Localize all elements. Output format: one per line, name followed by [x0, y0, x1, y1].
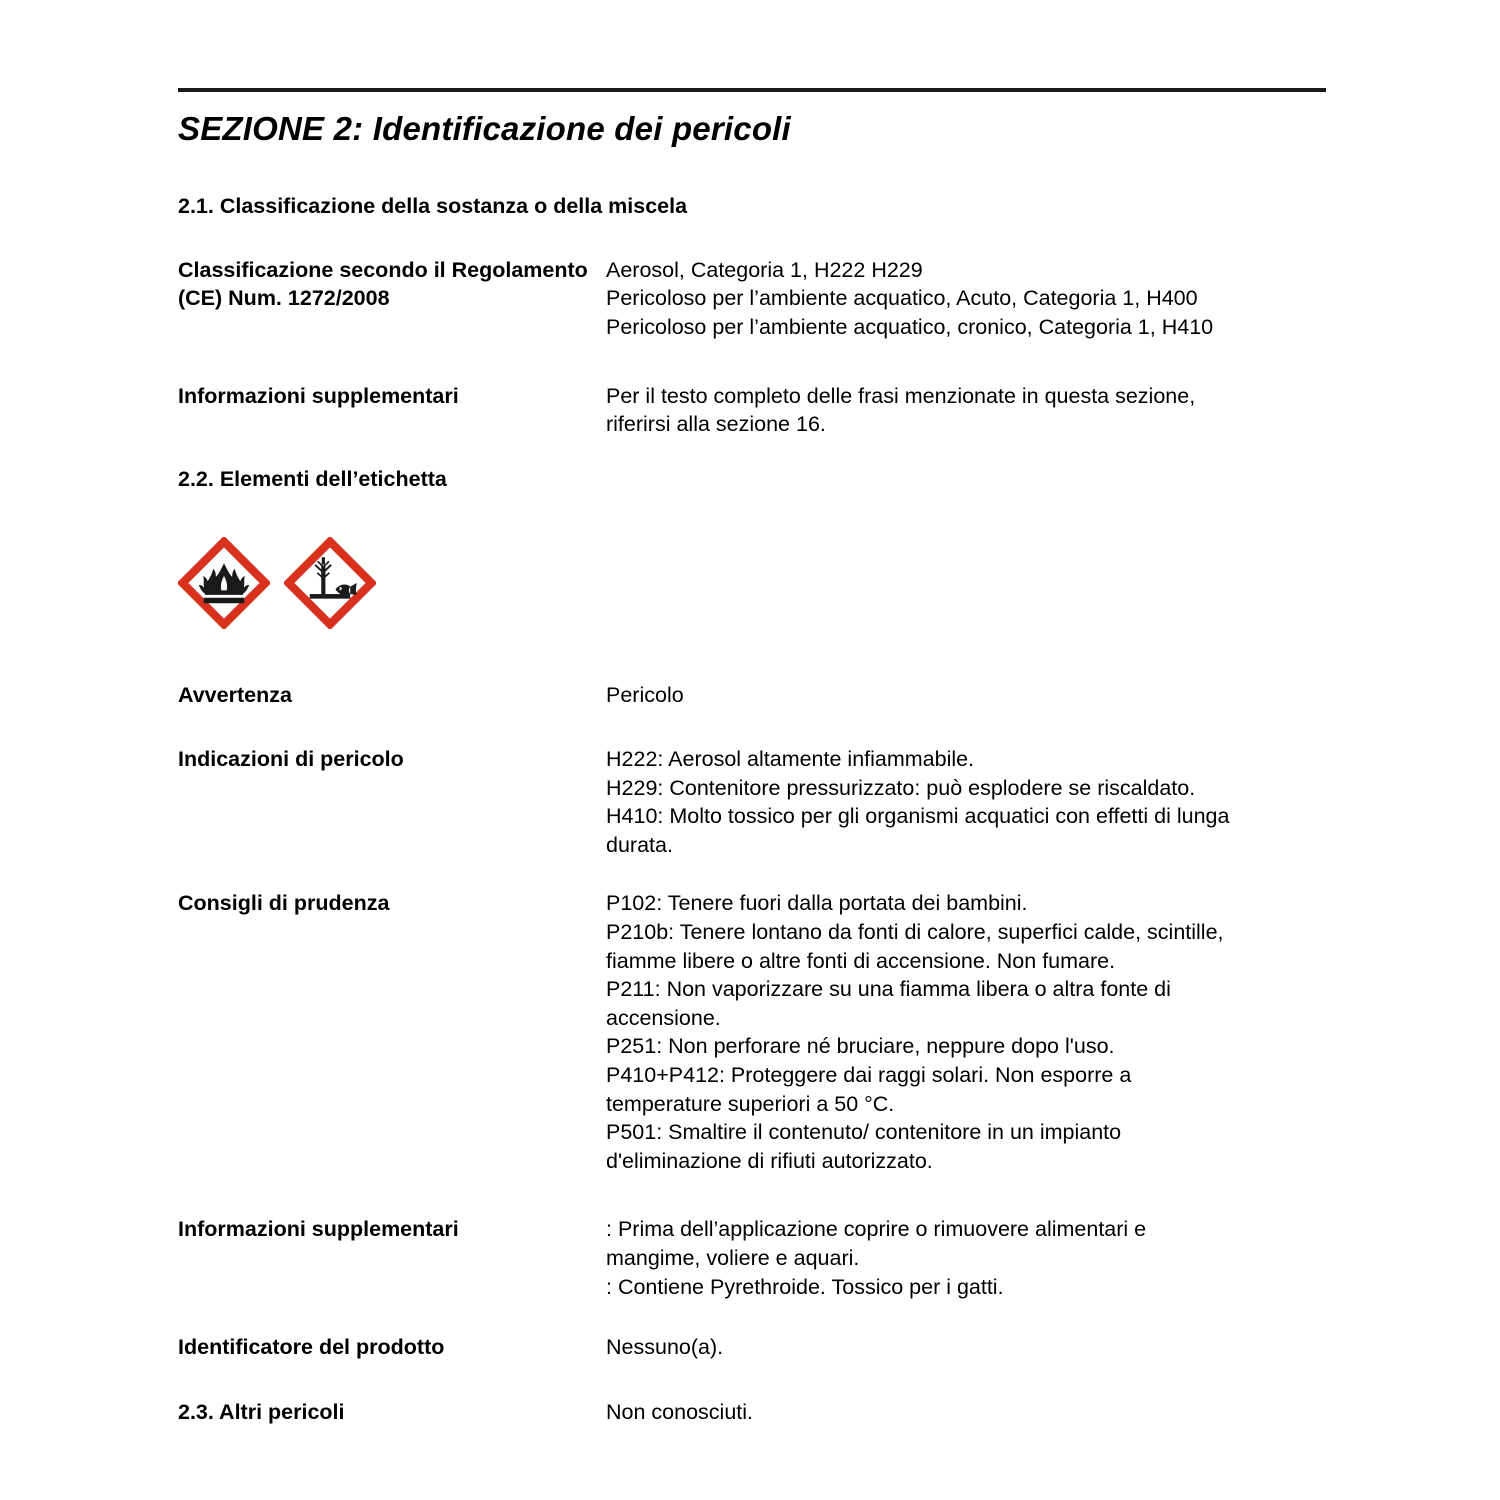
- supplementary-info-2-label: Informazioni supplementari: [178, 1217, 459, 1242]
- row-supplementary-info-2: [178, 1215, 1326, 1301]
- supplementary-info-2-line: : Contiene Pyrethroide. Tossico per i gatti.: [606, 1274, 1004, 1299]
- row-supplementary-info-1: [178, 382, 1326, 439]
- flame-pictogram: [178, 537, 270, 629]
- supplementary-info-1-line: Per il testo completo delle frasi menzionate in questa sezione,: [606, 383, 1196, 408]
- signal-word-label: Avvertenza: [178, 682, 292, 707]
- row-precautionary-statements: [178, 889, 1326, 1175]
- hazard-statements-value: [606, 745, 1326, 859]
- page-title: SEZIONE 2: Identificazione dei pericoli: [178, 110, 791, 147]
- hazard-statement-line: H222: Aerosol altamente infiammabile.: [606, 747, 975, 772]
- precautionary-statement-line: d'eliminazione di rifiuti autorizzato.: [606, 1148, 933, 1173]
- classification-label-line-1: Classificazione secondo il: [178, 257, 446, 282]
- hazard-statement-line: H410: Molto tossico per gli organismi acquatici con effetti di lunga: [606, 804, 1230, 829]
- precautionary-statement-line: temperature superiori a 50 °C.: [606, 1091, 895, 1116]
- document-content: [178, 88, 1326, 1426]
- supplementary-info-1-label: Informazioni supplementari: [178, 383, 459, 408]
- hazard-statement-line: H229: Contenitore pressurizzato: può esplodere se riscaldato.: [606, 775, 1196, 800]
- precautionary-statements-label: Consigli di prudenza: [178, 891, 390, 916]
- environment-pictogram: [284, 537, 376, 629]
- precautionary-statement-line: P102: Tenere fuori dalla portata dei bambini.: [606, 891, 1028, 916]
- product-identifier-value: Nessuno(a).: [606, 1335, 724, 1360]
- subheading-2-1: 2.1. Classificazione della sostanza o della miscela: [178, 193, 688, 218]
- precautionary-statement-line: P410+P412: Proteggere dai raggi solari. Non esporre a: [606, 1063, 1132, 1088]
- hazard-statements-label: Indicazioni di pericolo: [178, 747, 404, 772]
- precautionary-statement-line: accensione.: [606, 1005, 721, 1030]
- precautionary-statement-line: P501: Smaltire il contenuto/ contenitore in un impianto: [606, 1120, 1122, 1145]
- subheading-2-2: 2.2. Elementi dell’etichetta: [178, 466, 447, 491]
- classification-value-line: Aerosol, Categoria 1, H222 H229: [606, 257, 923, 282]
- classification-value-line: Pericoloso per l’ambiente acquatico, cronico, Categoria 1, H410: [606, 314, 1214, 339]
- row-hazard-statements: [178, 745, 1326, 859]
- classification-value-line: Pericoloso per l’ambiente acquatico, Acuto, Categoria 1, H400: [606, 286, 1198, 311]
- row-signal-word: [178, 681, 1326, 710]
- supplementary-info-1-line: riferirsi alla sezione 16.: [606, 412, 826, 437]
- precautionary-statement-line: P211: Non vaporizzare su una fiamma libera o altra fonte di: [606, 977, 1171, 1002]
- supplementary-info-2-line: : Prima dell’applicazione coprire o rimuovere alimentari e: [606, 1217, 1147, 1242]
- row-classification: [178, 256, 1326, 342]
- product-identifier-label: Identificatore del prodotto: [178, 1335, 445, 1360]
- classification-label-line-3: 1272/2008: [287, 286, 390, 311]
- classification-label-line-2: Regolamento (CE) Num.: [178, 257, 588, 311]
- section-divider-rule: [178, 88, 1326, 92]
- precautionary-statement-line: P251: Non perforare né bruciare, neppure dopo l'uso.: [606, 1034, 1115, 1059]
- precautionary-statement-line: fiamme libere o altre fonti di accensione. Non fumare.: [606, 948, 1116, 973]
- supplementary-info-1-value: [606, 382, 1326, 439]
- row-product-identifier: [178, 1333, 1326, 1362]
- ghs-pictogram-row: [178, 537, 1326, 629]
- classification-value: [606, 256, 1326, 342]
- precautionary-statements-value: [606, 889, 1326, 1175]
- other-hazards-label: 2.3. Altri pericoli: [178, 1399, 345, 1424]
- supplementary-info-2-value: [606, 1215, 1326, 1301]
- signal-word-value: Pericolo: [606, 682, 684, 707]
- classification-label: [178, 256, 606, 313]
- hazard-statement-line: durata.: [606, 832, 673, 857]
- other-hazards-value: Non conosciuti.: [606, 1399, 753, 1424]
- supplementary-info-2-line: mangime, voliere e aquari.: [606, 1246, 860, 1270]
- row-other-hazards: [178, 1398, 1326, 1427]
- precautionary-statement-line: P210b: Tenere lontano da fonti di calore, superfici calde, scintille,: [606, 920, 1224, 945]
